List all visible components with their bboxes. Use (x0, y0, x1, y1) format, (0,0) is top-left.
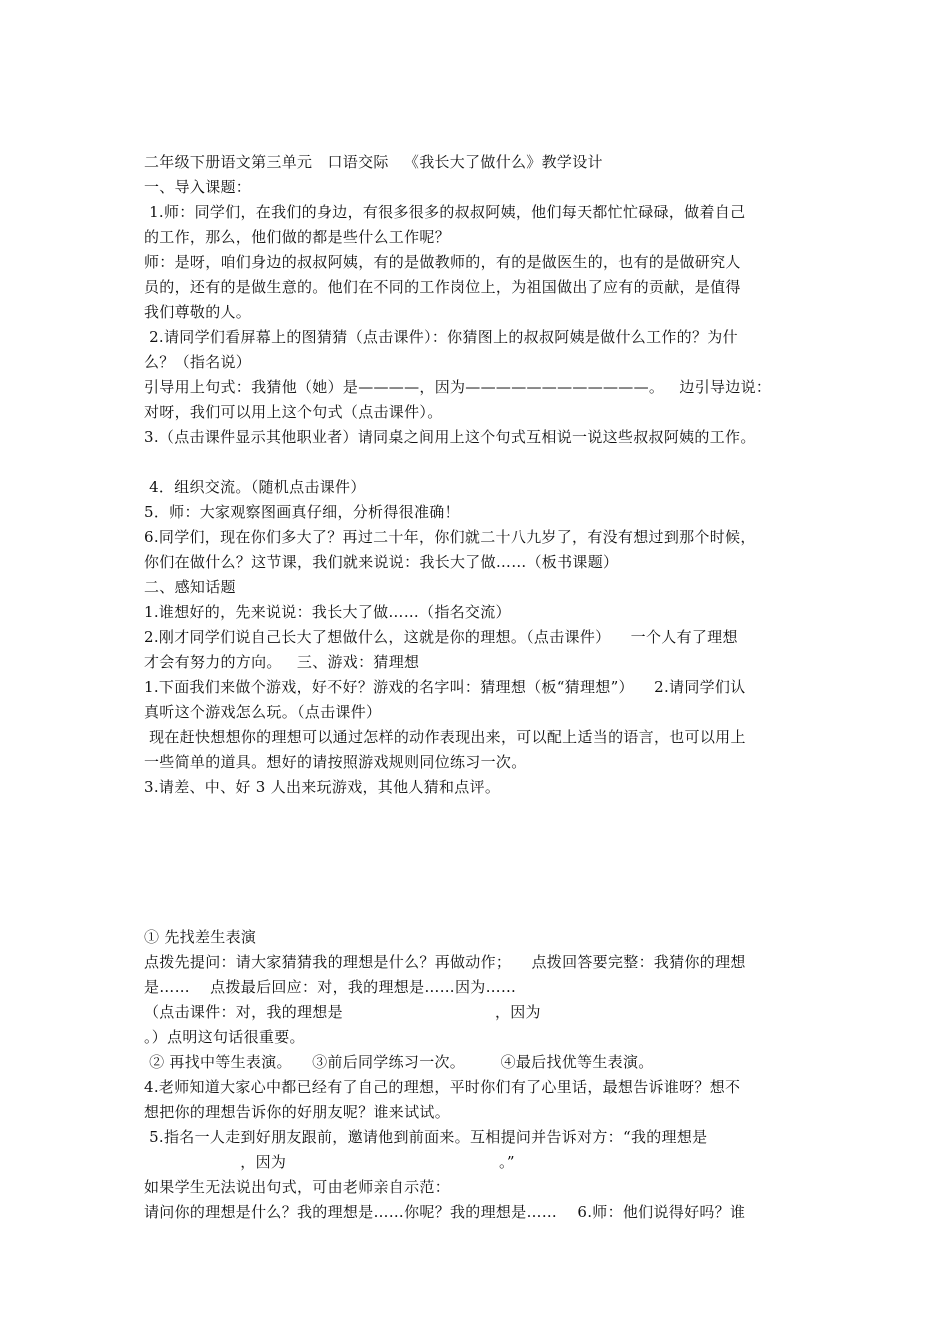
text-line: 5.指名一人走到好朋友跟前，邀请他到前面来。互相提问并告诉对方：“我的理想是 (144, 1128, 708, 1146)
text-line: 1.下面我们来做个游戏，好不好？游戏的名字叫：猜理想（板“猜理想”） 2.请同学们认 (144, 678, 746, 696)
text-line: 你们在做什么？这节课，我们就来说说：我长大了做……（板书课题） (144, 553, 619, 571)
text-line: 4.老师知道大家心中都已经有了自己的理想，平时你们有了心里话，最想告诉谁呀？想不 (144, 1078, 741, 1096)
text-line: 2.请同学们看屏幕上的图猜猜（点击课件）：你猜图上的叔叔阿姨是做什么工作的？为什 (144, 328, 738, 346)
text-line: 么？（指名说） (144, 353, 252, 371)
text-line: 4．组织交流。（随机点击课件） (144, 478, 366, 496)
text-line: 真听这个游戏怎么玩。（点击课件） (144, 703, 382, 721)
text-line: 1.谁想好的，先来说说：我长大了做……（指名交流） (144, 603, 511, 621)
text-line: 3.请差、中、好 3 人出来玩游戏，其他人猜和点评。 (144, 778, 501, 796)
text-line: 我们尊敬的人。 (144, 303, 252, 321)
text-line: 6.同学们，现在你们多大了？再过二十年，你们就二十八九岁了，有没有想过到那个时候， (144, 528, 756, 546)
text-line: ② 再找中等生表演。 ③前后同学练习一次。 ④最后找优等生表演。 (144, 1053, 654, 1071)
section-heading: 二、感知话题 (144, 578, 236, 596)
text-line: 对呀，我们可以用上这个句式（点击课件）。 (144, 403, 443, 421)
text-line: 3.（点击课件显示其他职业者）请同桌之间用上这个句式互相说一说这些叔叔阿姨的工作。 (144, 428, 756, 446)
text-line: 才会有努力的方向。 三、游戏：猜理想 (144, 653, 420, 671)
text-line: 如果学生无法说出句式，可由老师亲自示范： (144, 1178, 451, 1196)
text-line: 师：是呀，咱们身边的叔叔阿姨，有的是做教师的，有的是做医生的，也有的是做研究人 (144, 253, 741, 271)
text-line: 员的，还有的是做生意的。他们在不同的工作岗位上，为祖国做出了应有的贡献，是值得 (144, 278, 741, 296)
document-title: 二年级下册语文第三单元 口语交际 《我长大了做什么》教学设计 (144, 153, 603, 171)
text-line: 。）点明这句话很重要。 (144, 1028, 305, 1046)
text-line: 现在赶快想想你的理想可以通过怎样的动作表现出来，可以配上适当的语言，也可以用上 (144, 728, 746, 746)
text-line: 是…… 点拨最后回应：对，我的理想是……因为…… (144, 978, 517, 996)
text-line: 想把你的理想告诉你的好朋友呢？谁来试试。 (144, 1103, 451, 1121)
text-line: 一些简单的道具。想好的请按照游戏规则同位练习一次。 (144, 753, 527, 771)
text-line: 2.刚才同学们说自己长大了想做什么，这就是你的理想。（点击课件） 一个人有了理想 (144, 628, 738, 646)
section-heading: 一、导入课题： (144, 178, 252, 196)
text-line: 引导用上句式：我猜他（她）是————，因为————————————。 边引导边说： (144, 378, 772, 396)
text-line: 1.师：同学们，在我们的身边，有很多很多的叔叔阿姨，他们每天都忙忙碌碌，做着自己 (144, 203, 746, 221)
text-line: ，因为 。” (144, 1153, 515, 1171)
text-line: ① 先找差生表演 (144, 928, 257, 946)
text-line: （点击课件：对，我的理想是 ，因为 (144, 1003, 541, 1021)
text-line: 5．师：大家观察图画真仔细，分析得很准确！ (144, 503, 460, 521)
text-line: 的工作，那么，他们做的都是些什么工作呢？ (144, 228, 451, 246)
text-line: 请问你的理想是什么？我的理想是……你呢？我的理想是…… 6.师：他们说得好吗？谁 (144, 1203, 746, 1221)
text-line: 点拨先提问：请大家猜猜我的理想是什么？再做动作； 点拨回答要完整：我猜你的理想 (144, 953, 746, 971)
